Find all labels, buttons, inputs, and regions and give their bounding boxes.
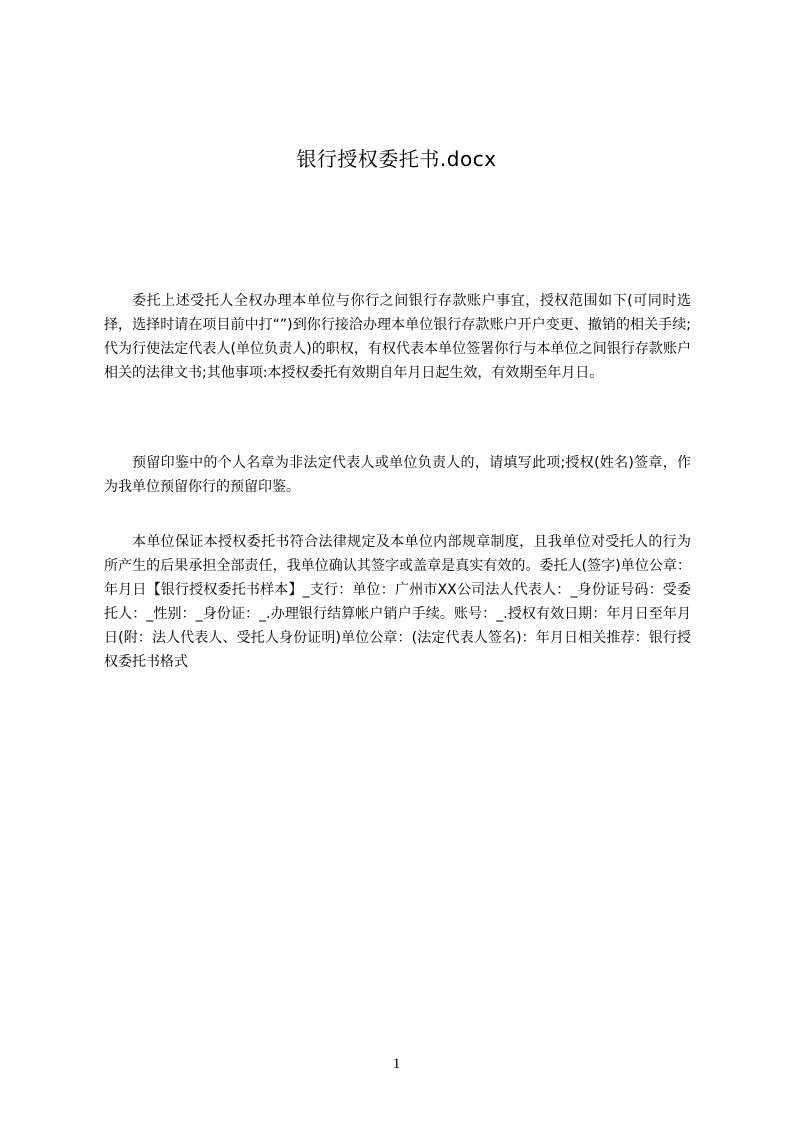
document-title: 银行授权委托书.docx [296,147,497,171]
paragraph-authorization-scope: 委托上述受托人全权办理本单位与你行之间银行存款账户事宜，授权范围如下(可同时选择，选择时请在项目前中打“”)到你行接洽办理本单位银行存款账户开户变更、撤销的相关手续;代为行使法定代表人(单位负责人)的职权，有权代表本单位签署你行与本单位之间银行存款账户相关的法律文书;其他事项:本授权委托有效期自年月日起生效，有效期至年月日。 [104,293,691,381]
paragraph-seal-note: 预留印鉴中的个人名章为非法定代表人或单位负责人的，请填写此项;授权(姓名)签章，作为我单位预留你行的预留印鉴。 [104,455,691,495]
paragraph-guarantee: 本单位保证本授权委托书符合法律规定及本单位内部规章制度，且我单位对受托人的行为所产生的后果承担全部责任，我单位确认其签字或盖章是真实有效的。委托人(签字)单位公章：年月日【银行授权委托书样本】_支行：单位：广州市XX公司法人代表人：_身份证号码：受委托人：_性别：_身份证：_.办理银行结算帐户销户手续。账号：_.授权有效日期：年月日至年月日(附：法人代表人、受托人身份证明)单位公章：(法定代表人签名)：年月日相关推荐：银行授权委托书格式 [104,534,691,670]
page-number: 1 [392,1056,401,1072]
